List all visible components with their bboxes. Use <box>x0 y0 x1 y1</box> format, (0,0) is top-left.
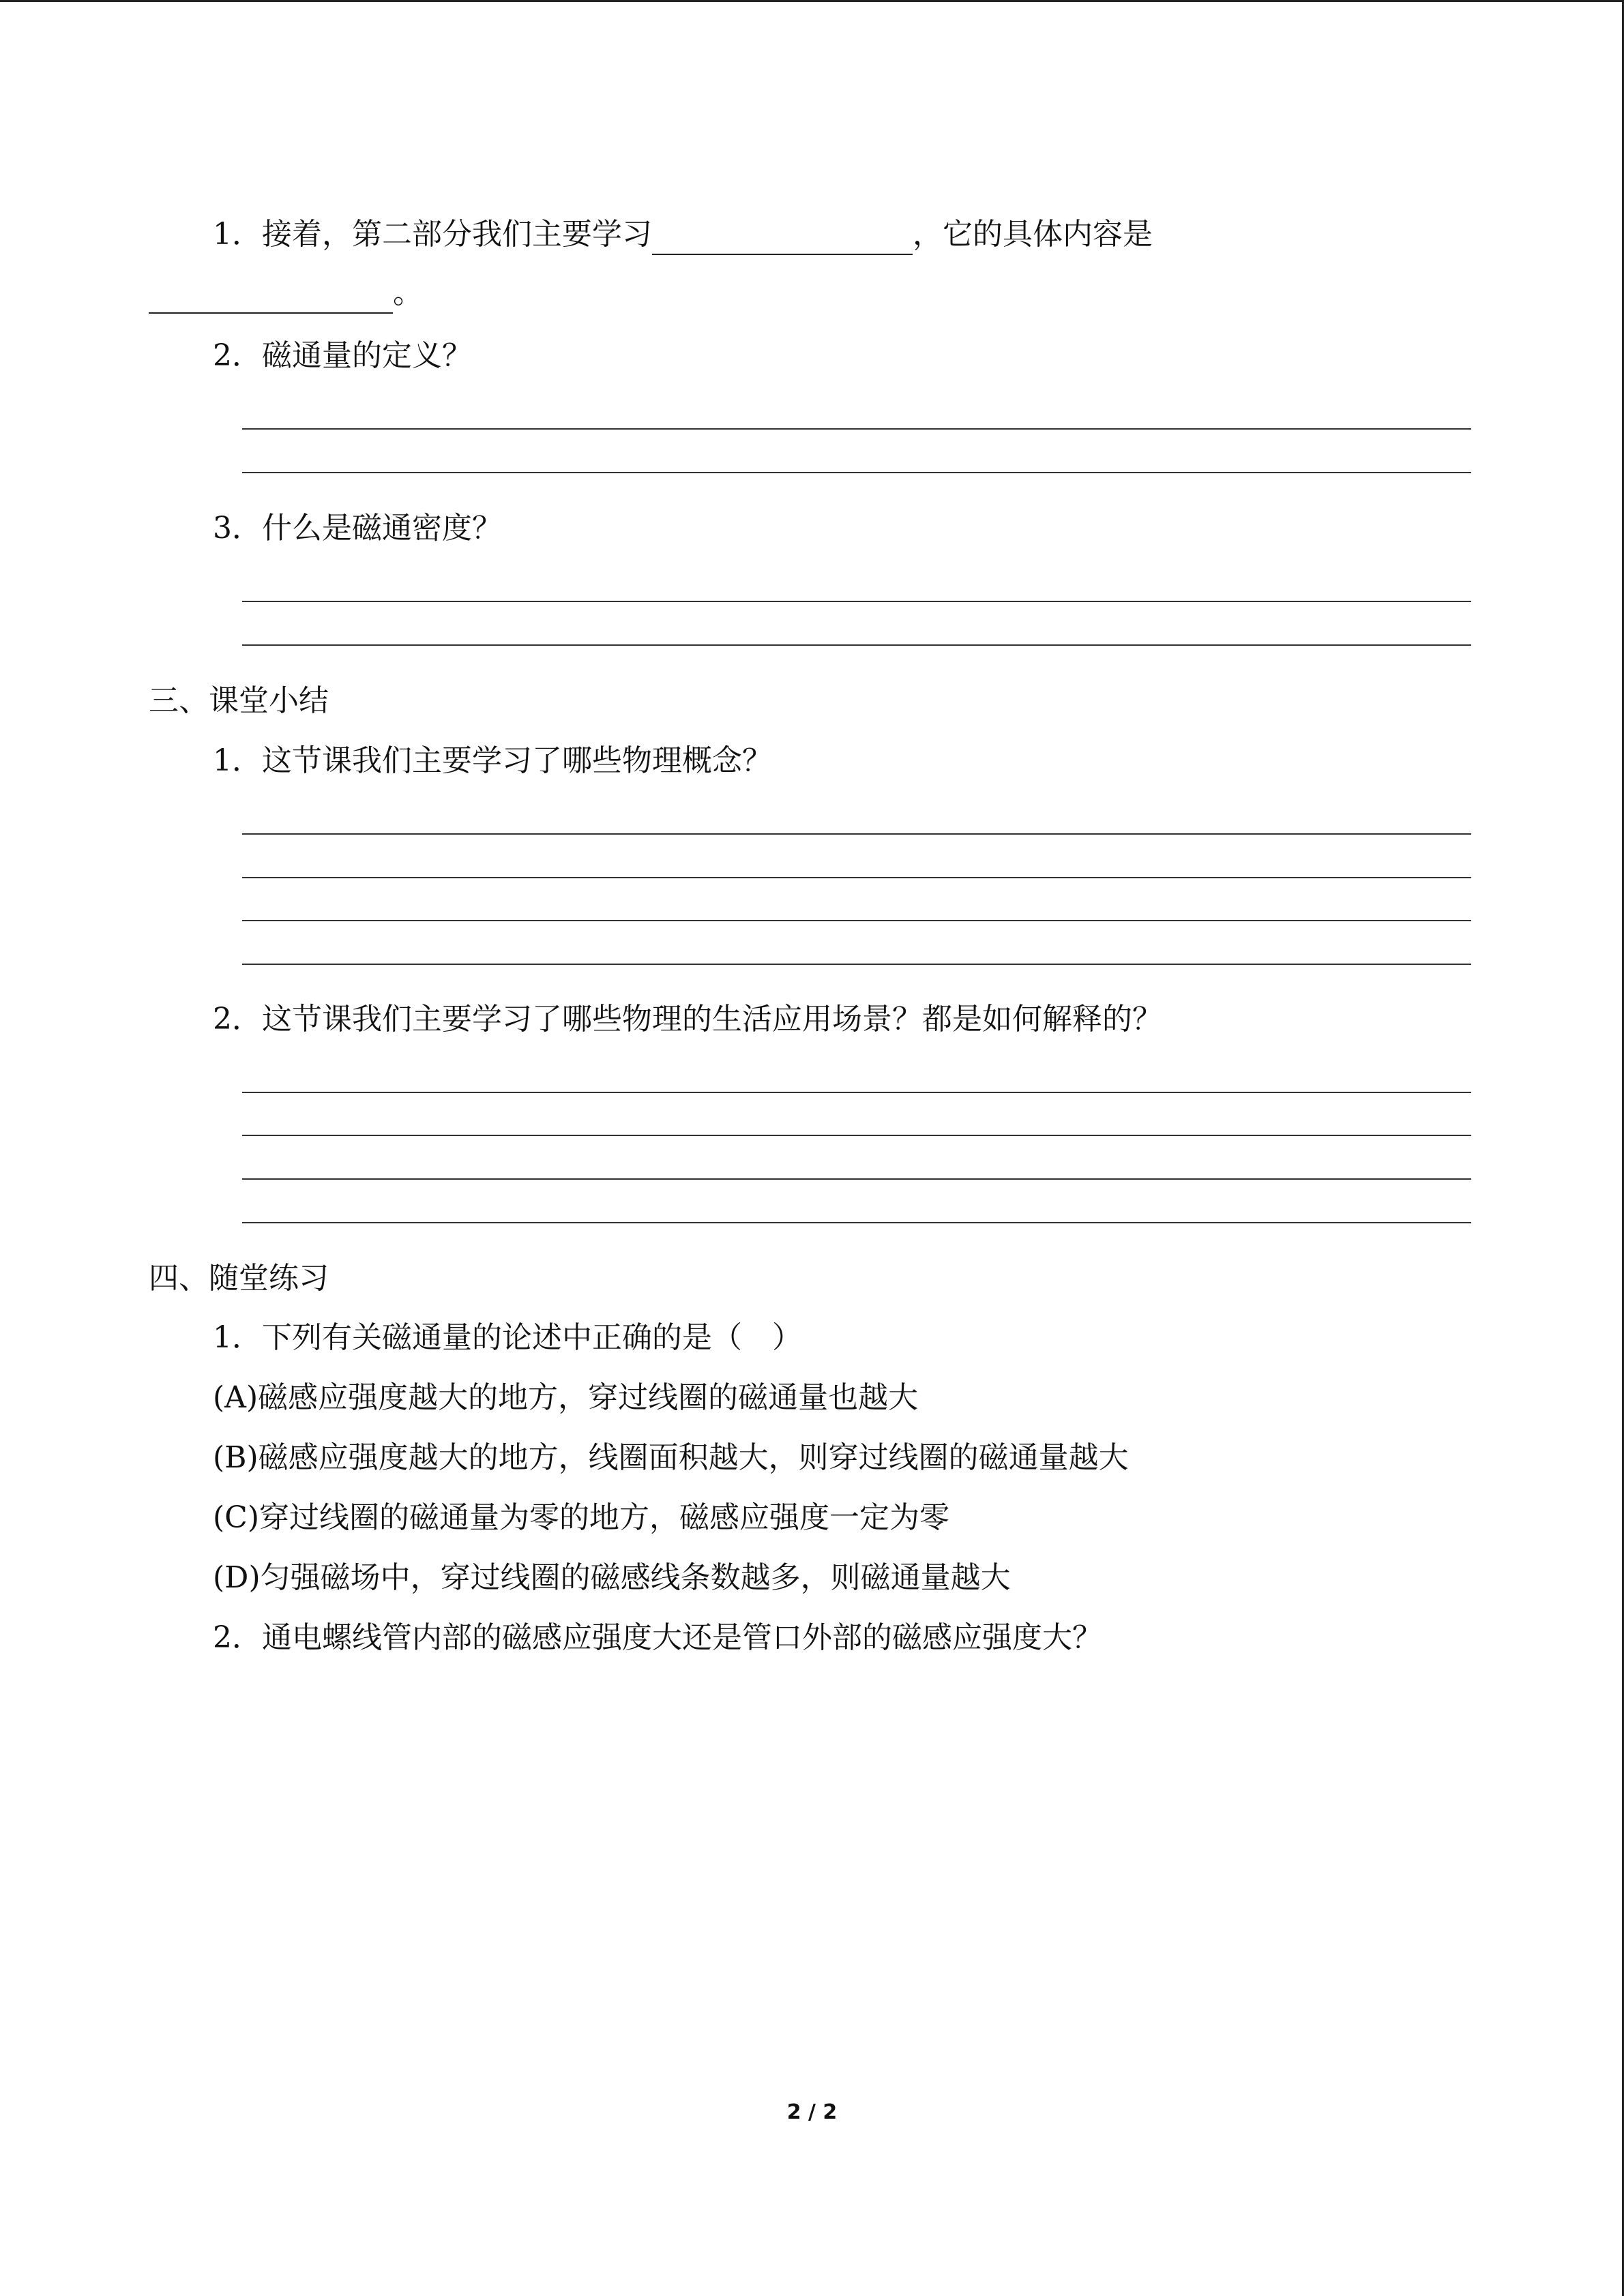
page-number: 2 / 2 <box>786 2100 838 2124</box>
answer-line[interactable] <box>242 644 1471 646</box>
section-heading-summary: 三、课堂小结 <box>149 683 329 718</box>
option-b[interactable]: (B)磁感应强度越大的地方，线圈面积越大，则穿过线圈的磁通量越大 <box>213 1440 1129 1475</box>
page-top-border <box>0 0 1624 2</box>
answer-line[interactable] <box>242 601 1471 602</box>
question-text: 1．接着，第二部分我们主要学习 <box>213 217 652 252</box>
option-d[interactable]: (D)匀强磁场中，穿过线圈的磁感线条数越多，则磁通量越大 <box>213 1560 1011 1595</box>
question-flux-density: 3．什么是磁通密度？ <box>213 511 502 546</box>
fill-blank-1[interactable] <box>652 222 913 255</box>
question-solenoid: 2．通电螺线管内部的磁感应强度大还是管口外部的磁感应强度大？ <box>213 1620 1102 1655</box>
section-heading-practice: 四、随堂练习 <box>149 1261 329 1296</box>
question-fill-blank <box>213 214 1153 255</box>
answer-line[interactable] <box>242 1222 1471 1223</box>
answer-line[interactable] <box>242 1178 1471 1180</box>
question-flux-definition: 2．磁通量的定义？ <box>213 338 472 373</box>
option-a[interactable]: (A)磁感应强度越大的地方，穿过线圈的磁通量也越大 <box>213 1380 919 1415</box>
answer-line[interactable] <box>242 964 1471 965</box>
answer-line[interactable] <box>242 1092 1471 1093</box>
question-concepts: 1．这节课我们主要学习了哪些物理概念？ <box>213 743 772 778</box>
option-c[interactable]: (C)穿过线圈的磁通量为零的地方，磁感应强度一定为零 <box>213 1500 949 1535</box>
fill-blank-2[interactable] <box>149 281 393 314</box>
question-multiple-choice: 1．下列有关磁通量的论述中正确的是（ ） <box>213 1320 802 1355</box>
question-fill-blank-continued <box>149 273 423 314</box>
question-applications: 2．这节课我们主要学习了哪些物理的生活应用场景？都是如何解释的？ <box>213 1002 1162 1037</box>
answer-line[interactable] <box>242 877 1471 878</box>
answer-line[interactable] <box>242 1135 1471 1136</box>
question-text: 。 <box>393 275 423 310</box>
answer-line[interactable] <box>242 833 1471 835</box>
answer-line[interactable] <box>242 920 1471 921</box>
answer-line[interactable] <box>242 428 1471 430</box>
question-text: ，它的具体内容是 <box>913 217 1153 252</box>
answer-line[interactable] <box>242 472 1471 473</box>
